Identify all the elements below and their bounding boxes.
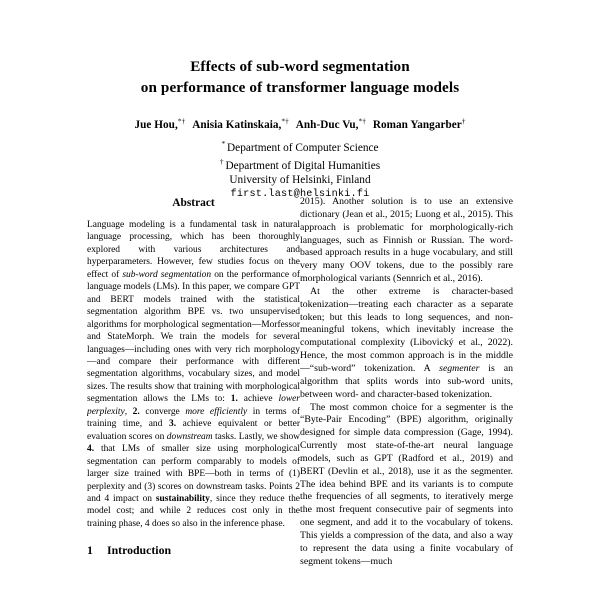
text-run-18: , since they reduce the model cost; and while 2 reduces cost only in the training phase, 4 does so also in the inference phase. bbox=[87, 493, 300, 529]
body-paragraph-3 bbox=[300, 402, 513, 569]
author-affiliation-marker: *† bbox=[358, 116, 366, 125]
text-run-0: 2015). Another solution is to use an extensive dictionary (Jean et al., 2015; Luong et al., 2015). This approach is problematic for morphologically-rich languages, such as Finnish or Russian. The word-based approach results in a huge vocabulary, and still very many OOV tokens, due to the possibly rare morphological variants (Sennrich et al., 2016). bbox=[300, 196, 513, 285]
text-run-15: 4. bbox=[87, 444, 95, 455]
right-column bbox=[300, 196, 513, 600]
author-name: Anh-Duc Vu, bbox=[295, 118, 359, 131]
author-1 bbox=[134, 116, 186, 131]
text-run-14: tasks. Lastly, we show bbox=[212, 431, 300, 442]
affiliation-line-3 bbox=[0, 173, 600, 187]
body-columns bbox=[0, 196, 600, 600]
text-run-8: converge bbox=[139, 406, 186, 417]
body-paragraph-1 bbox=[300, 196, 513, 286]
text-run-10: in terms of training time, and bbox=[87, 406, 300, 430]
body-paragraph-2 bbox=[300, 286, 513, 402]
title-line-2: on performance of transformer language models bbox=[140, 79, 460, 96]
author-2 bbox=[192, 116, 289, 131]
text-run-0: The most common choice for a segmenter is the “Byte-Pair Encoding” (BPE) algorithm, originally designed for simple data compression (Gage, 1994). Currently most state-of-the-art neural language models, such as GPT (Radford et al., 2019) and BERT (Devlin et al., 2018), use it as the segmenter. The idea behind BPE and its variants is to compute the frequencies of all segments, to iteratively merge the most frequent consecutive pair of segments into one segment, and add it to the vocabulary of tokens. This yields a compression of the data, and also a way to represent the data using a finite vocabulary of segment tokens—much bbox=[300, 401, 513, 567]
introduction-heading bbox=[87, 543, 300, 558]
text-run-1: segmenter bbox=[439, 362, 480, 374]
text-run-1: sub-word segmentation bbox=[122, 269, 212, 280]
text-run-16: that LMs of smaller size using morphological segmentation can perform comparably to models of larger size trained with BPE—both in terms of (1) perplexity and (3) scores on downstream tasks. Points 2 and 4 impact on bbox=[87, 444, 300, 504]
author-name: Jue Hou, bbox=[134, 118, 178, 131]
left-column bbox=[87, 196, 300, 600]
text-run-2: on the performance of language models (LMs). In this paper, we compare GPT and BERT models trained with the statistical segmentation algorithm BPE vs. two unsupervised algorithms for morphological segmentation—Morfessor and StateMorph. We train the models for several languages—including ones with very rich morphology—and compare their performance with different segmentation algorithms, vocabulary sizes, and model sizes. The results show that training with morphological segmentation allows the LMs to: bbox=[87, 269, 300, 405]
text-run-9: more efficiently bbox=[185, 406, 248, 417]
text-run-2: is an algorithm that splits words into sub-word units, between word- and character-based tokenization. bbox=[300, 362, 513, 400]
text-run-6: , bbox=[124, 406, 133, 417]
affiliation-marker: * bbox=[221, 138, 228, 148]
text-run-17: sustainability bbox=[155, 493, 210, 504]
affiliation-text: University of Helsinki, Finland bbox=[229, 174, 371, 187]
abstract-heading: Abstract bbox=[172, 197, 215, 209]
text-run-11: 3. bbox=[168, 419, 177, 430]
author-affiliation-marker: *† bbox=[177, 116, 186, 125]
affiliation-text: Department of Computer Science bbox=[227, 141, 379, 154]
author-list bbox=[0, 114, 600, 132]
text-run-13: downstream bbox=[166, 431, 213, 442]
text-run-12: achieve equivalent or better evaluation scores on bbox=[87, 419, 300, 442]
contact-email: first.last@helsinki.fi bbox=[230, 189, 370, 201]
affiliation-line-2 bbox=[0, 155, 600, 173]
affiliation-list bbox=[0, 137, 600, 188]
affiliation-line-1 bbox=[0, 137, 600, 155]
affiliation-marker: † bbox=[219, 156, 226, 166]
introduction-number: 1 bbox=[87, 543, 93, 558]
title-block bbox=[0, 0, 600, 202]
affiliation-text: Department of Digital Humanities bbox=[225, 159, 381, 172]
text-run-7: 2. bbox=[132, 406, 140, 417]
page-title bbox=[65, 56, 535, 98]
abstract-text bbox=[87, 219, 300, 530]
author-4 bbox=[372, 116, 466, 131]
author-affiliation-marker: *† bbox=[281, 116, 289, 125]
text-run-5: lower perplexity bbox=[87, 394, 300, 417]
introduction-label: Introduction bbox=[107, 543, 172, 558]
text-run-4: achieve bbox=[237, 394, 279, 405]
author-3 bbox=[295, 116, 366, 131]
author-affiliation-marker: † bbox=[461, 116, 466, 125]
title-line-1: Effects of sub-word segmentation bbox=[190, 58, 410, 75]
text-run-0: Language modeling is a fundamental task in natural language processing, which has been thoroughly explored with various architectures and hyperparameters. However, few studies focus on the effect of bbox=[87, 220, 300, 280]
text-run-0: At the other extreme is character-based tokenization—treating each character as a separate token; but this leads to long sequences, and non-meaningful tokens, which inevitably increase the computational complexity (Libovický et al., 2022). Hence, the most common approach is in the middle—“sub-word” tokenization. A bbox=[300, 285, 513, 374]
text-run-3: 1. bbox=[230, 394, 238, 405]
author-name: Anisia Katinskaia, bbox=[192, 118, 282, 131]
author-name: Roman Yangarber bbox=[372, 118, 462, 131]
